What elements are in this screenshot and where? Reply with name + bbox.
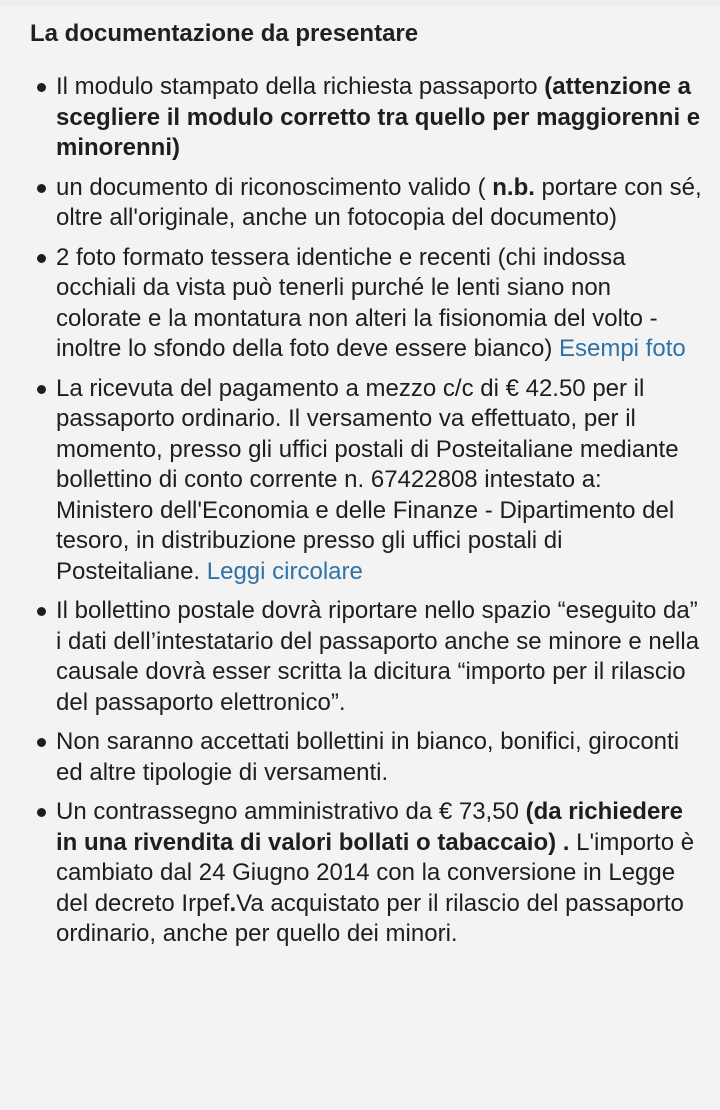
item-bold-note: n.b.	[492, 173, 535, 201]
list-item-ricevuta	[0, 374, 720, 588]
list-item-modulo	[0, 72, 720, 164]
bullet-icon	[37, 184, 46, 193]
item-text: Il modulo stampato della richiesta passaporto	[56, 73, 545, 100]
list-item-foto	[0, 243, 720, 365]
item-text-final: Va acquistato per il rilascio del passaporto ordinario, anche per quello dei minori.	[56, 889, 684, 947]
list-item-non-accettati	[0, 727, 720, 788]
documents-list	[0, 72, 720, 959]
bullet-icon	[37, 254, 46, 263]
bullet-icon	[37, 738, 46, 747]
list-item-bollettino	[0, 596, 720, 718]
item-text: Il bollettino postale dovrà riportare nello spazio “eseguito da” i dati dell’intestatario del passaporto anche se minore e nella causale dovrà esser scritta la dicitura “importo per il rilascio del passaporto elettronico”.	[56, 597, 700, 716]
top-edge	[0, 0, 720, 6]
esempi-foto-link[interactable]: Esempi foto	[558, 335, 686, 362]
item-text: un documento di riconoscimento valido (	[56, 173, 493, 201]
page-title: La documentazione da presentare	[30, 20, 419, 47]
item-bold-period: .	[229, 889, 237, 917]
item-text-continued: portare con sé, oltre all'originale, anche un fotocopia del documento)	[56, 173, 702, 231]
leggi-circolare-link[interactable]: Leggi circolare	[206, 557, 363, 585]
bullet-icon	[37, 385, 46, 394]
item-bold-note: (attenzione a scegliere il modulo corretto tra quello per maggiorenni e minorenni)	[56, 73, 701, 161]
item-text: Un contrassegno amministrativo da € 73,50	[56, 798, 526, 825]
bullet-icon	[37, 808, 46, 817]
list-item-documento	[0, 173, 720, 234]
bullet-icon	[37, 607, 46, 616]
item-bold-note: (da richiedere in una rivendita di valori bollati o tabaccaio) .	[56, 798, 683, 856]
item-text-continued: L'importo è cambiato dal 24 Giugno 2014 con la conversione in Legge del decreto Irpef	[56, 828, 695, 917]
list-item-contrassegno	[0, 797, 720, 950]
item-text: La ricevuta del pagamento a mezzo c/c di € 42.50 per il passaporto ordinario. Il versamento va effettuato, per il momento, presso gli uffici postali di Posteitaliane mediante bollettino di conto corrente n. 67422808 intestato a: Ministero dell'Economia e delle Finanze - Dipartimento del tesoro, in distribuzione presso gli uffici postali di Posteitaliane.	[56, 374, 679, 585]
bullet-icon	[37, 83, 46, 92]
item-text: Non saranno accettati bollettini in bianco, bonifici, giroconti ed altre tipologie di versamenti.	[56, 728, 680, 786]
item-text: 2 foto formato tessera identiche e recenti (chi indossa occhiali da vista può tenerli purché le lenti siano non colorate e la montatura non alteri la fisionomia del volto - inoltre lo sfondo della foto deve essere bianco)	[56, 243, 658, 362]
